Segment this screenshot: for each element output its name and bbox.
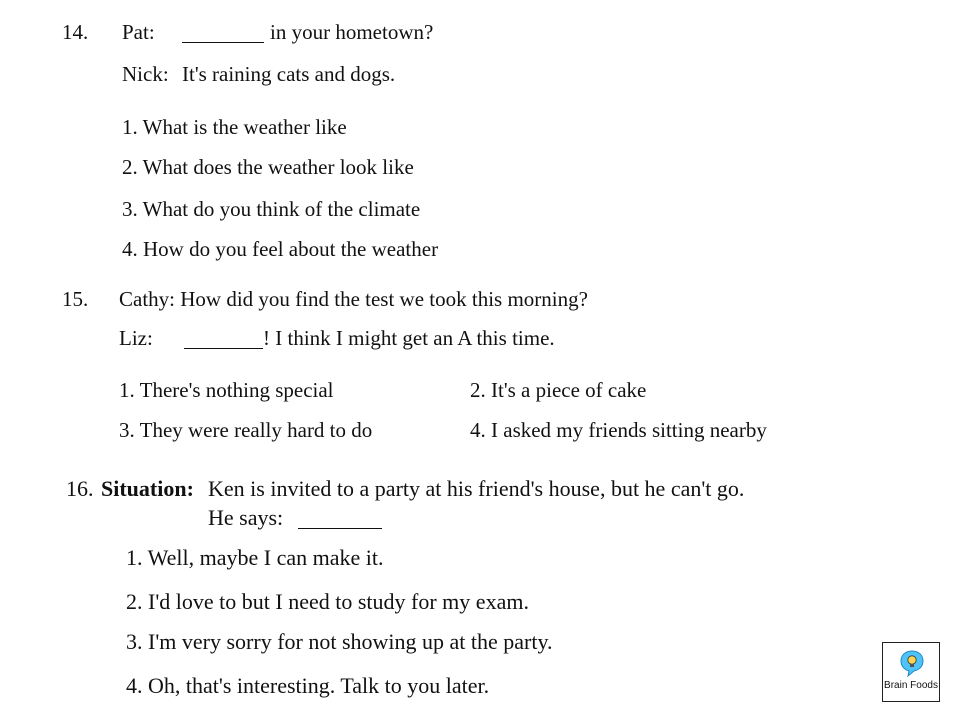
q16-option-1: 1. Well, maybe I can make it. (126, 545, 384, 570)
q15-option-2: 2. It's a piece of cake (470, 378, 647, 402)
q14-answer-blank (182, 24, 264, 43)
q16-number: 16. (66, 476, 94, 501)
lightbulb-icon (899, 649, 925, 677)
q16-answer-blank (298, 510, 382, 529)
q15-line1: Cathy: How did you find the test we took this morning? (119, 287, 588, 311)
logo-label: Brain Foods (884, 680, 938, 691)
q16-prompt: He says: (208, 505, 284, 530)
q14-number: 14. (62, 20, 89, 44)
q16-situation-label: Situation: (101, 476, 194, 501)
q16-option-2: 2. I'd love to but I need to study for my exam. (126, 589, 529, 614)
q15-answer-blank (184, 330, 263, 349)
q15-option-4: 4. I asked my friends sitting nearby (470, 418, 767, 442)
q14-option-1: 1. What is the weather like (122, 115, 347, 139)
q14-line2-text: It's raining cats and dogs. (182, 62, 396, 86)
q15-option-1: 1. There's nothing special (119, 378, 334, 402)
q15-line2-text: ! I think I might get an A this time. (263, 326, 555, 350)
q14-option-3: 3. What do you think of the climate (122, 197, 421, 221)
q16-option-4: 4. Oh, that's interesting. Talk to you later. (126, 673, 490, 698)
q15-number: 15. (62, 287, 89, 311)
q16-situation-text: Ken is invited to a party at his friend's house, but he can't go. (208, 476, 745, 501)
q14-line1-text: in your hometown? (270, 20, 434, 44)
q15-option-3: 3. They were really hard to do (119, 418, 373, 442)
q14-option-4: 4. How do you feel about the weather (122, 237, 439, 261)
q14-speaker-nick: Nick: (122, 62, 169, 86)
q15-speaker-liz: Liz: (119, 326, 153, 350)
q14-speaker-pat: Pat: (122, 20, 155, 44)
q14-option-2: 2. What does the weather look like (122, 155, 414, 179)
q16-option-3: 3. I'm very sorry for not showing up at the party. (126, 629, 553, 654)
brain-foods-logo (882, 642, 940, 702)
